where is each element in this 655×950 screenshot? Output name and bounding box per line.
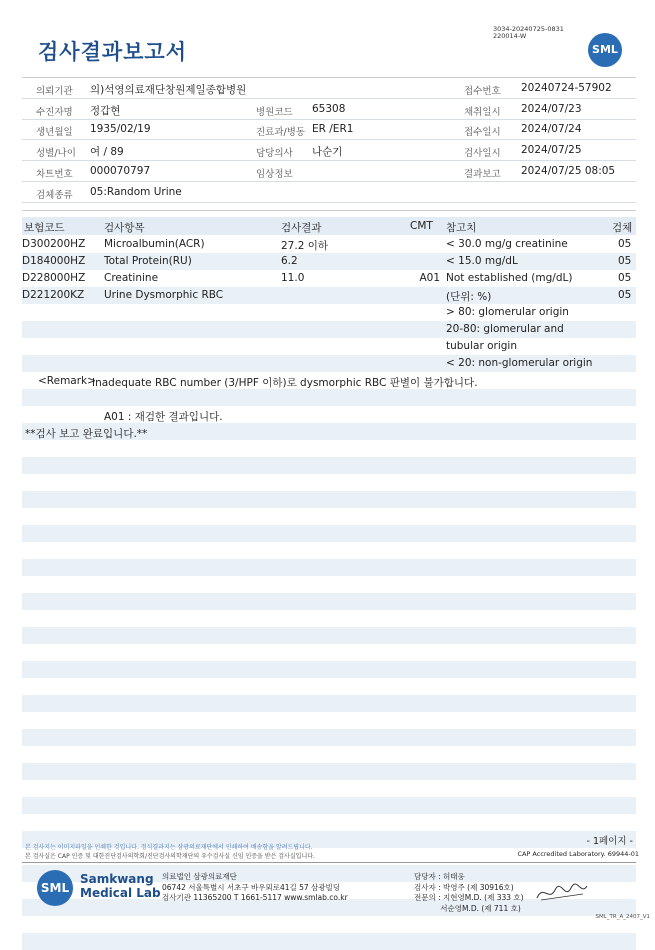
report-complete-note: **검사 보고 완료입니다.** <box>25 428 148 440</box>
info-value: 2024/07/25 08:05 <box>521 164 616 177</box>
patient-info-row <box>22 99 636 120</box>
footnote-print-notice: 본 검사지는 이미지파일을 인쇄한 것입니다. 정식결과지는 삼광의료재단에서 인쇄하여 배송함을 알려드립니다. <box>25 844 313 851</box>
footnote-cap-notice: 본 검사실은 CAP 인증 및 대한진단검사의학회/진단검사의학재단의 우수검사실 신임 인증을 받은 검사실입니다. <box>25 853 315 860</box>
patient-info-row <box>22 140 636 161</box>
patient-info-row <box>22 78 636 99</box>
lab-name-line: Medical Lab <box>80 886 161 900</box>
col-specimen: 검체 <box>612 222 633 234</box>
result-item: Urine Dysmorphic RBC <box>104 289 224 301</box>
table-top-divider <box>22 210 636 211</box>
col-cmt: CMT <box>410 220 433 232</box>
address-line: 의료법인 삼광의료재단 <box>162 872 237 881</box>
table-stripe <box>22 695 636 712</box>
info-label: 성별/나이 <box>36 148 76 160</box>
col-result: 검사결과 <box>281 222 322 234</box>
table-stripe <box>22 661 636 678</box>
table-stripe <box>22 593 636 610</box>
result-result: 6.2 <box>281 255 298 267</box>
table-stripe <box>22 729 636 746</box>
info-value: ER /ER1 <box>312 123 354 136</box>
result-ref: (단위: %) <box>446 291 492 303</box>
document-code-line: 220014-W <box>493 32 527 40</box>
table-stripe <box>22 627 636 644</box>
info-label: 수진자명 <box>36 106 73 118</box>
result-specimen: 05 <box>618 272 632 284</box>
table-stripe <box>22 389 636 406</box>
info-value: 05:Random Urine <box>90 185 182 198</box>
info-label: 채취일시 <box>464 106 501 118</box>
result-ref: < 30.0 mg/g creatinine <box>446 238 568 250</box>
reference-range-line: > 80: glomerular origin <box>446 306 569 318</box>
info-label: 결과보고 <box>464 168 501 180</box>
address-line: 06742 서울특별시 서초구 바우뫼로41길 57 삼광빌딩 <box>162 882 341 892</box>
table-stripe <box>22 525 636 542</box>
patient-info-row <box>22 161 636 182</box>
info-label: 병원코드 <box>256 106 293 118</box>
result-specimen: 05 <box>618 255 632 267</box>
info-value: 20240724-57902 <box>521 82 612 94</box>
info-label: 생년월일 <box>36 127 73 139</box>
signature-graphic <box>535 880 590 906</box>
patient-info-row <box>22 182 636 203</box>
info-label: 진료과/병동 <box>256 127 306 139</box>
cap-accreditation: CAP Accredited Laboratory. 69944-01 <box>517 850 639 858</box>
reference-range-line: tubular origin <box>446 340 517 352</box>
info-label: 검체종류 <box>36 189 73 201</box>
col-code: 보험코드 <box>24 222 65 234</box>
result-item: Microalbumin(ACR) <box>104 238 205 250</box>
remark-label: <Remark> <box>38 375 96 387</box>
info-value: 정갑현 <box>90 104 121 117</box>
info-value: 2024/07/25 <box>521 144 582 157</box>
info-label: 차트번호 <box>36 168 73 180</box>
result-result: 11.0 <box>281 272 305 284</box>
address-line: 검사기관 11365200 T 1661-5117 www.smlab.co.kr <box>162 893 348 902</box>
result-item: Total Protein(RU) <box>104 255 192 267</box>
info-label: 담당의사 <box>256 148 293 160</box>
result-code: D184000HZ <box>22 255 86 267</box>
sml-logo: SML <box>37 870 73 906</box>
info-label: 임상정보 <box>256 168 293 180</box>
result-code: D228000HZ <box>22 272 86 284</box>
info-value: 2024/07/24 <box>521 123 582 136</box>
document-code <box>493 26 564 40</box>
result-item: Creatinine <box>104 272 159 284</box>
result-ref: Not established (mg/dL) <box>446 272 573 284</box>
form-id: SML_TR_A_2407_V1 <box>595 914 650 920</box>
table-stripe <box>22 933 636 950</box>
result-cmt: A01 <box>419 272 440 284</box>
info-value: 의)석영의료재단창원제일종합병원 <box>90 84 247 96</box>
lab-address <box>162 872 348 904</box>
result-specimen: 05 <box>618 289 632 301</box>
info-value: 1935/02/19 <box>90 123 151 136</box>
info-value: 000070797 <box>90 164 151 177</box>
table-stripe <box>22 559 636 576</box>
info-label: 접수번호 <box>464 86 501 97</box>
result-result: 27.2 이하 <box>281 240 329 252</box>
staff-line: 담당자 : 허태웅 <box>414 872 465 881</box>
result-ref: < 15.0 mg/dL <box>446 255 518 267</box>
staff-list <box>414 872 524 914</box>
result-code: D300200HZ <box>22 238 86 250</box>
info-label: 의뢰기관 <box>36 86 73 97</box>
info-label: 검사일시 <box>464 148 501 160</box>
table-stripe <box>22 797 636 814</box>
lab-name-line: Samkwang <box>80 872 154 886</box>
reference-range-line: 20-80: glomerular and <box>446 323 564 335</box>
result-specimen: 05 <box>618 238 632 250</box>
info-value: 65308 <box>312 102 346 115</box>
info-value: 여 / 89 <box>90 146 124 159</box>
result-code: D221200KZ <box>22 289 85 301</box>
info-label: 접수일시 <box>464 127 501 139</box>
reference-range-line: < 20: non-glomerular origin <box>446 357 593 369</box>
staff-line: 전문의 : 지현영M.D. (제 333 호) <box>414 893 524 902</box>
table-stripe <box>22 763 636 780</box>
staff-line: 서순영M.D. (제 711 호) <box>414 903 521 913</box>
page-title: 검사결과보고서 <box>38 40 188 64</box>
info-value: 2024/07/23 <box>521 102 582 115</box>
staff-line: 검사자 : 박영주 (제 30916호) <box>414 882 514 892</box>
sml-logo-top: SML <box>588 33 622 67</box>
document-code-line: 3034-20240725-0831 <box>493 25 564 33</box>
page-number: - 1페이지 - <box>586 836 633 847</box>
lab-name <box>80 872 161 900</box>
a01-note: A01 : 재검한 결과입니다. <box>104 411 223 423</box>
col-ref: 참고치 <box>446 222 477 234</box>
table-stripe <box>22 457 636 474</box>
patient-info-row <box>22 119 636 140</box>
info-value: 나순기 <box>312 146 343 159</box>
results-table-header <box>22 217 636 235</box>
remark-text: Inadequate RBC number (3/HPF 이하)로 dysmorphic RBC 판별이 불가합니다. <box>92 377 478 389</box>
col-item: 검사항목 <box>104 222 145 234</box>
table-stripe <box>22 491 636 508</box>
footer-divider <box>22 862 636 863</box>
